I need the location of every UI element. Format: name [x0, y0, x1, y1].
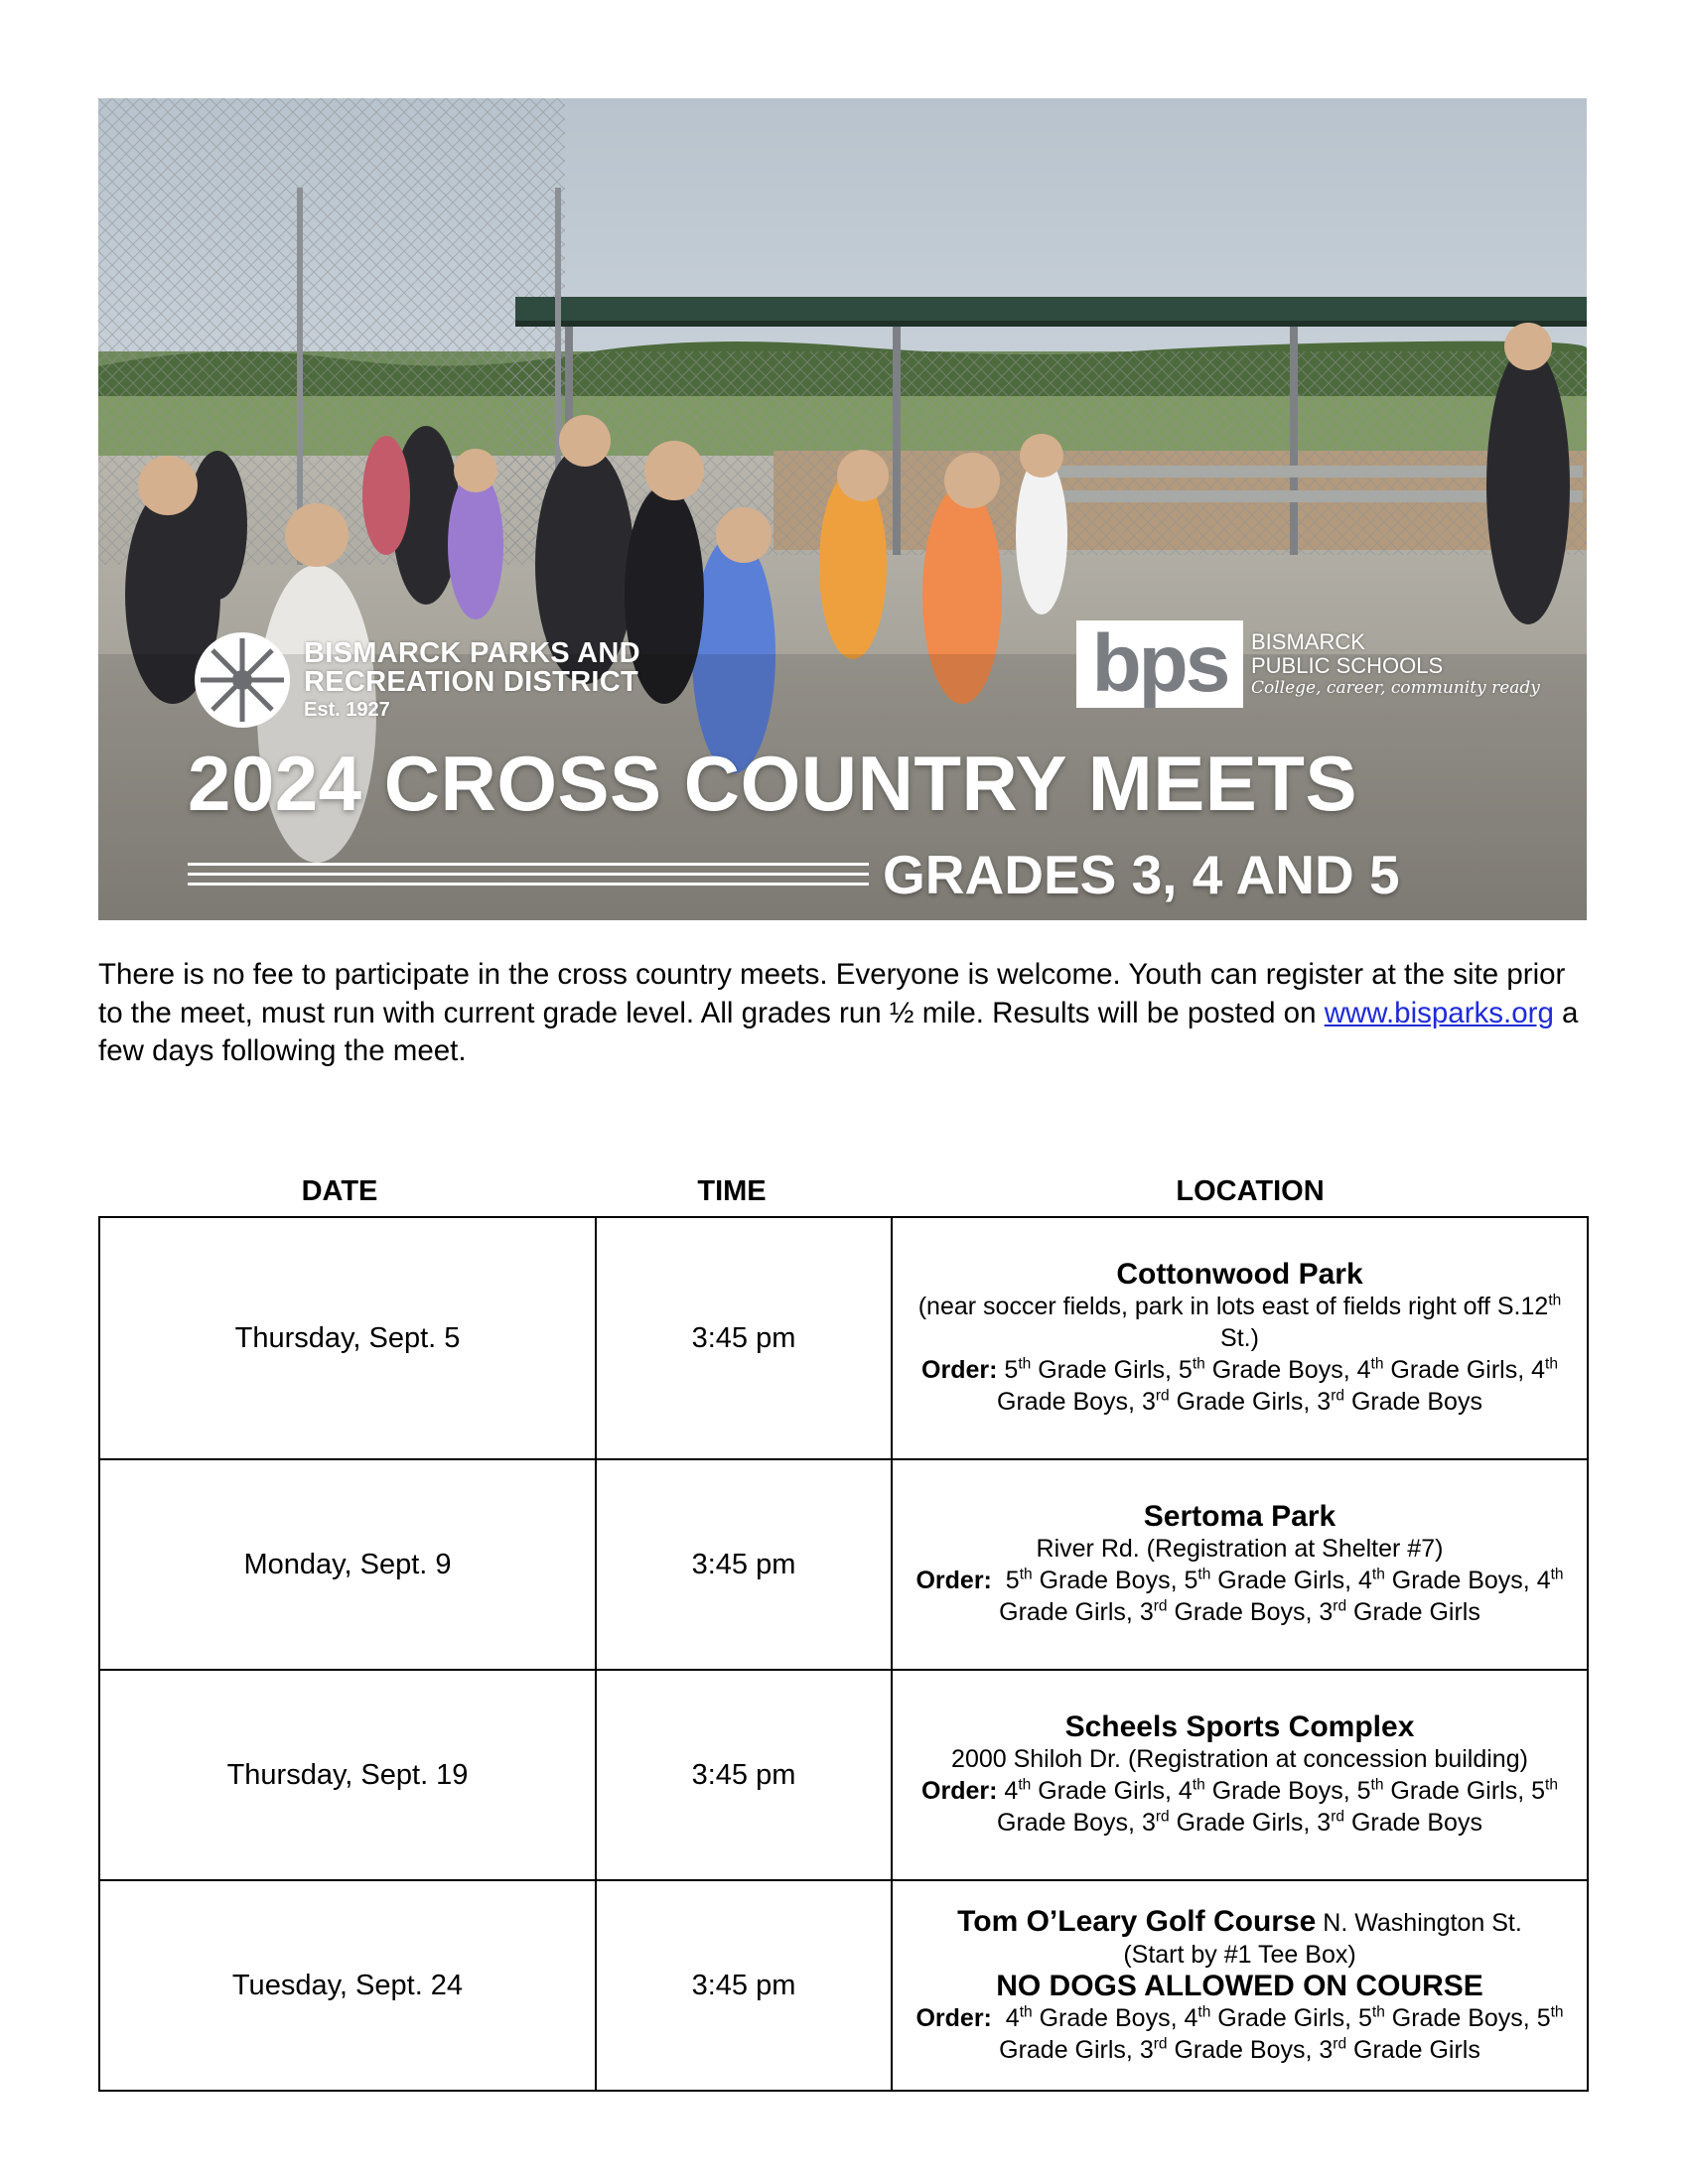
parks-name-line2: RECREATION DISTRICT: [304, 666, 639, 698]
location-name: Sertoma Park: [1143, 1500, 1336, 1533]
location-cell: [892, 1459, 1588, 1670]
time-cell: 3:45 pm: [596, 1670, 892, 1880]
time-cell: 3:45 pm: [596, 1880, 892, 2091]
header-location: LOCATION: [1176, 1175, 1325, 1207]
schedule-headers: [98, 1175, 1588, 1215]
bps-logo: [1076, 620, 1540, 708]
intro-paragraph: [98, 956, 1598, 1071]
time-cell: 3:45 pm: [596, 1459, 892, 1670]
race-order: Order: 5th Grade Boys, 5th Grade Girls, 4th Grade Boys, 4th Grade Girls, 3rd Grade Boys, 3rd Grade Girls: [915, 1566, 1564, 1626]
location-detail: (Start by #1 Tee Box): [1123, 1940, 1356, 1969]
location-name: Scheels Sports Complex: [1064, 1710, 1415, 1743]
location-cell: [892, 1670, 1588, 1880]
order-0: 5: [1004, 1356, 1019, 1384]
header-time: TIME: [697, 1175, 767, 1207]
table-row: [99, 1459, 1588, 1670]
date-cell: Thursday, Sept. 19: [99, 1670, 596, 1880]
table-row: [99, 1880, 1588, 2091]
no-dogs-warning: NO DOGS ALLOWED ON COURSE: [996, 1969, 1483, 2002]
time-cell: 3:45 pm: [596, 1217, 892, 1459]
location-name: Cottonwood Park: [1116, 1258, 1363, 1291]
parks-established: Est. 1927: [304, 699, 390, 721]
date-cell: Tuesday, Sept. 24: [99, 1880, 596, 2091]
location-detail: (near soccer fields, park in lots east of fields right off S.12th St.): [917, 1292, 1562, 1352]
location-detail: 2000 Shiloh Dr. (Registration at concession building): [951, 1745, 1528, 1773]
parks-sunburst-icon: [193, 630, 292, 730]
bps-name-line2: PUBLIC SCHOOLS: [1251, 652, 1444, 678]
location-heading: [911, 1906, 1569, 1939]
bisparks-link[interactable]: www.bisparks.org: [1324, 996, 1554, 1029]
table-row: [99, 1670, 1588, 1880]
header-date: DATE: [301, 1175, 378, 1207]
intro-text: There is no fee to participate in the cross country meets. Everyone is welcome. Youth can register at the site prior to the meet, must run with current grade level. All grades run ½ mile. Results will be posted on: [98, 958, 1566, 1029]
location-cell: [892, 1217, 1588, 1459]
hero-banner: [98, 98, 1587, 920]
date-cell: Monday, Sept. 9: [99, 1459, 596, 1670]
bps-tagline: College, career, community ready: [1251, 677, 1540, 698]
bps-name-line1: BISMARCK: [1251, 629, 1365, 655]
date-cell: Thursday, Sept. 5: [99, 1217, 596, 1459]
schedule-table: [98, 1216, 1589, 2092]
location-name: Tom O’Leary Golf Course: [957, 1904, 1317, 1938]
location-street: N. Washington St.: [1316, 1908, 1522, 1937]
table-row: [99, 1217, 1588, 1459]
intro-text-end: a few days following the meet.: [98, 996, 1579, 1067]
location-cell: [892, 1880, 1588, 2091]
bps-wordmark: bps: [1076, 620, 1243, 708]
race-order: Order: 4th Grade Girls, 4th Grade Boys, 5th Grade Girls, 5th Grade Boys, 3rd Grade Girls, 3rd Grade Boys: [921, 1776, 1558, 1837]
race-order: Order: 5th Grade Girls, 5th Grade Boys, 4th Grade Girls, 4th Grade Boys, 3rd Grade Girls, 3rd Grade Boys: [921, 1355, 1558, 1416]
location-detail: River Rd. (Registration at Shelter #7): [1036, 1535, 1444, 1563]
page-title: 2024 CROSS COUNTRY MEETS: [188, 740, 1357, 827]
page-subtitle: GRADES 3, 4 AND 5: [883, 844, 1400, 905]
parks-district-logo: [193, 627, 640, 732]
race-order: Order: 4th Grade Boys, 4th Grade Girls, 5th Grade Boys, 5th Grade Girls, 3rd Grade Boys, 3rd Grade Girls: [915, 2003, 1564, 2064]
decorative-lines: [188, 863, 869, 896]
parks-name-line1: BISMARCK PARKS AND: [304, 637, 640, 669]
